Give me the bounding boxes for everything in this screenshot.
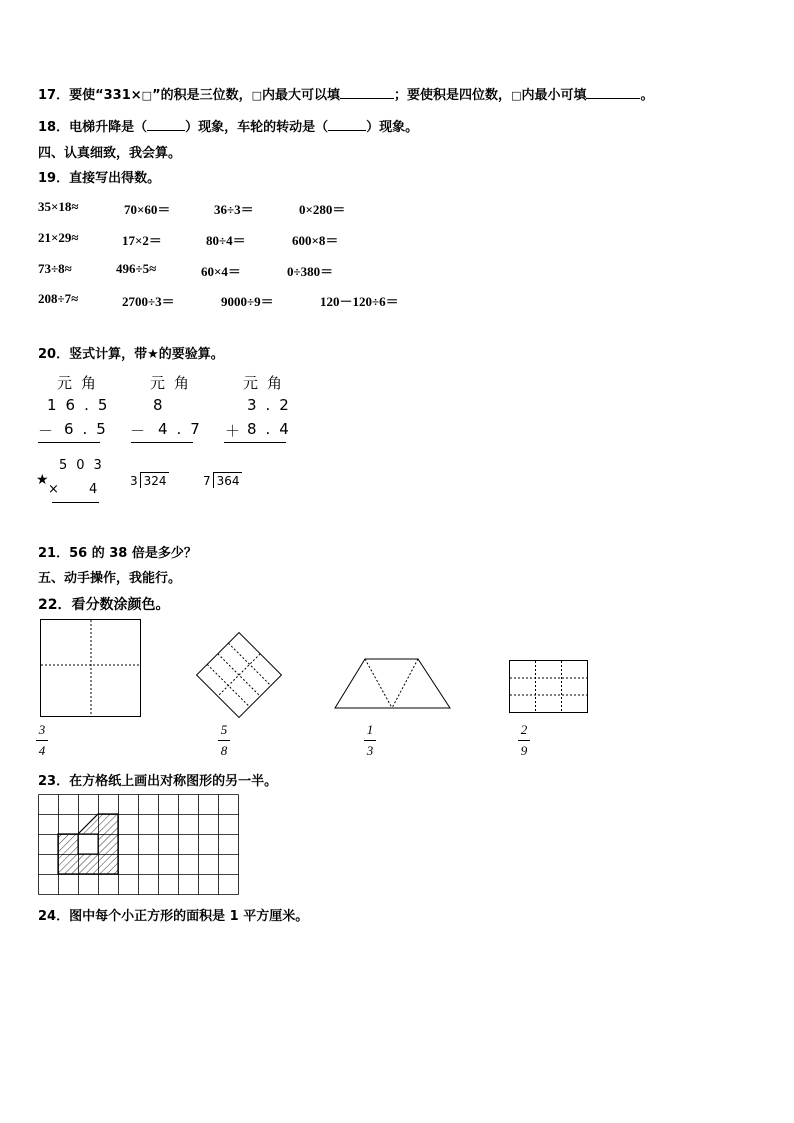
- answer-line: [52, 502, 99, 503]
- oral-calc: 17×2＝: [122, 233, 162, 248]
- fraction-label: 5 8: [218, 722, 230, 759]
- question-21: 21．56 的 38 倍是多少？: [38, 546, 197, 561]
- vertical-operator: ＋: [225, 422, 250, 440]
- question-18: 18．电梯升降是（ ）现象，车轮的转动是（ ）现象。: [38, 120, 419, 135]
- square-figure[interactable]: [40, 619, 142, 719]
- question-24: 24．图中每个小正方形的面积是 1 平方厘米。: [38, 909, 309, 924]
- fraction-label: 1 3: [364, 722, 376, 759]
- oral-calc: 2700÷3＝: [122, 294, 175, 309]
- answer-line: [38, 442, 100, 443]
- divisor: 3: [130, 474, 138, 488]
- answer-blank[interactable]: [586, 98, 640, 99]
- long-division: [203, 472, 242, 488]
- divisor: 7: [203, 474, 211, 488]
- vertical-top: 3.2: [247, 396, 298, 414]
- question-23: 23．在方格纸上画出对称图形的另一半。: [38, 774, 278, 789]
- vertical-operator: －: [38, 422, 63, 440]
- section-5-heading: 五、动手操作，我能行。: [38, 571, 182, 586]
- oral-calc: 60×4＝: [201, 264, 241, 279]
- vertical-top: 16.5: [47, 396, 117, 414]
- question-number: 18．: [38, 120, 70, 135]
- answer-blank[interactable]: [147, 130, 185, 131]
- vertical-top: 8: [153, 396, 172, 414]
- oral-calc: 0÷380＝: [287, 264, 334, 279]
- vertical-operator: －: [130, 422, 155, 440]
- answer-line: [224, 442, 286, 443]
- grid-paper[interactable]: [38, 794, 244, 896]
- vertical-bottom: 4.7: [158, 420, 209, 438]
- unit-header: 元角: [57, 374, 106, 392]
- oral-calc: 73÷8≈: [38, 261, 72, 276]
- dividend: 364: [213, 472, 242, 488]
- dividend: 324: [140, 472, 169, 488]
- oral-calc: 80÷4＝: [206, 233, 246, 248]
- oral-calc: 0×280＝: [299, 202, 346, 217]
- answer-blank[interactable]: [328, 130, 366, 131]
- oral-calc: 600×8＝: [292, 233, 339, 248]
- fraction-label: 2 9: [518, 722, 530, 759]
- section-4-heading: 四、认真细致，我会算。: [38, 146, 182, 161]
- oral-calc: 496÷5≈: [116, 261, 157, 276]
- question-20-title: 20．竖式计算，带★的要验算。: [38, 347, 224, 362]
- diamond-figure[interactable]: [193, 631, 285, 719]
- oral-calc: 208÷7≈: [38, 291, 79, 306]
- trapezoid-figure[interactable]: [334, 656, 452, 710]
- long-division: [130, 472, 169, 488]
- vertical-bottom: 4: [89, 482, 107, 497]
- answer-blank[interactable]: [340, 98, 394, 99]
- oral-calc: 70×60＝: [124, 202, 171, 217]
- oral-calc: 21×29≈: [38, 230, 79, 245]
- oral-calc: 35×18≈: [38, 199, 79, 214]
- unit-header: 元角: [150, 374, 199, 392]
- question-17: 17．要使“331×□”的积是三位数，□内最大可以填 ；要使积是四位数，□内最小可填 。: [38, 88, 654, 103]
- question-22: 22．看分数涂颜色。: [38, 597, 170, 613]
- vertical-top: 503: [59, 458, 111, 473]
- answer-line: [131, 442, 193, 443]
- vertical-operator: ×: [48, 482, 68, 497]
- unit-header: 元角: [243, 374, 292, 392]
- question-number: 17．: [38, 88, 70, 103]
- oral-calc: 9000÷9＝: [221, 294, 274, 309]
- oral-calc: 36÷3＝: [214, 202, 254, 217]
- box-symbol: □: [141, 89, 153, 102]
- vertical-bottom: 8.4: [247, 420, 298, 438]
- star-icon: ★: [36, 472, 49, 488]
- box-symbol: □: [251, 89, 263, 102]
- rectangle-figure[interactable]: [509, 660, 589, 714]
- box-symbol: □: [511, 89, 522, 102]
- vertical-bottom: 6.5: [64, 420, 115, 438]
- fraction-label: 3 4: [36, 722, 48, 759]
- oral-calc: 120－120÷6＝: [320, 294, 399, 309]
- question-19-title: 19．直接写出得数。: [38, 171, 161, 186]
